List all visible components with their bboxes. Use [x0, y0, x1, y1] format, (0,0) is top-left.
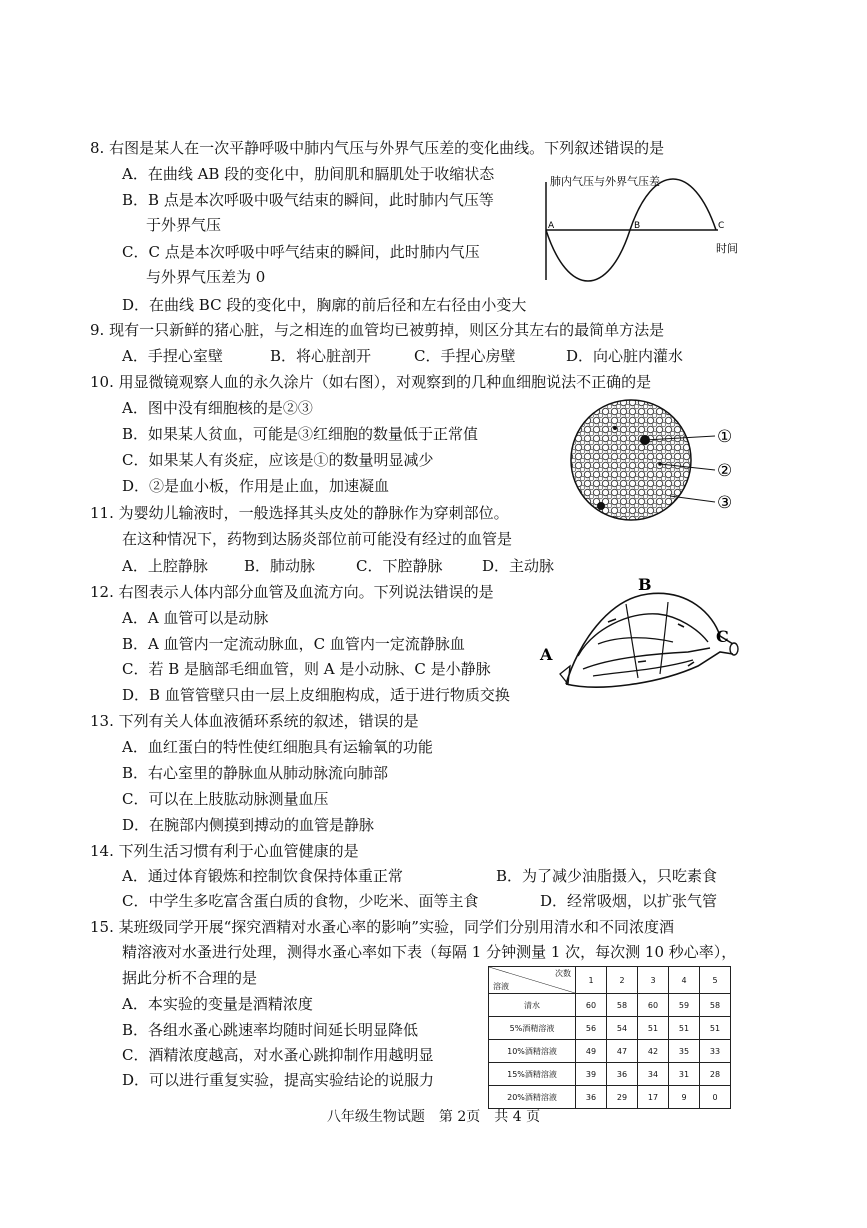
table-row — [489, 1063, 731, 1086]
table-cell: 42 — [638, 1040, 669, 1063]
q13-stem: 13. 下列有关人体血液循环系统的叙述，错误的是 — [90, 712, 419, 730]
table-row — [489, 1017, 731, 1040]
table-cell: 51 — [669, 1017, 700, 1040]
q8-option-c-cont: 与外界气压差为 0 — [146, 268, 266, 286]
table-cell: 47 — [607, 1040, 638, 1063]
q15-option-c: C．酒精浓度越高，对水蚤心跳抑制作用越明显 — [122, 1046, 434, 1064]
q11-option-a: A．上腔静脉 — [122, 557, 208, 575]
q10-blood-smear-figure — [565, 398, 755, 523]
q10-option-a: A．图中没有细胞核的是②③ — [122, 399, 313, 417]
q13-option-c: C．可以在上肢肱动脉测量血压 — [122, 790, 329, 808]
q8-option-b: B．B 点是本次呼吸中吸气结束的瞬间，此时肺内气压等 — [122, 191, 494, 209]
table-cell: 36 — [576, 1086, 607, 1109]
q11-option-c: C．下腔静脉 — [356, 557, 443, 575]
col-header: 2 — [607, 967, 638, 994]
q15-option-a: A．本实验的变量是酒精浓度 — [122, 995, 313, 1013]
col-header: 1 — [576, 967, 607, 994]
table-cell: 29 — [607, 1086, 638, 1109]
q12-label-a: A — [540, 645, 553, 664]
q11-stem: 11. 为婴幼儿输液时，一般选择其头皮处的静脉作为穿刺部位。 — [90, 504, 509, 522]
table-cell: 33 — [700, 1040, 731, 1063]
q10-option-b: B．如果某人贫血，可能是③红细胞的数量低于正常值 — [122, 425, 479, 443]
q10-label-3: ③ — [717, 493, 733, 513]
table-header-corner — [489, 967, 576, 994]
table-cell: 31 — [669, 1063, 700, 1086]
q13-option-b: B．右心室里的静脉血从肺动脉流向肺部 — [122, 764, 389, 782]
table-row — [489, 1040, 731, 1063]
point-c-label: C — [718, 221, 725, 231]
q14-option-c: C．中学生多吃富含蛋白质的食物，少吃米、面等主食 — [122, 892, 479, 910]
row-label: 20%酒精溶液 — [489, 1086, 576, 1109]
table-cell: 28 — [700, 1063, 731, 1086]
q8-option-c: C．C 点是本次呼吸中呼气结束的瞬间，此时肺内气压 — [122, 243, 480, 261]
col-header: 3 — [638, 967, 669, 994]
q8-option-d: D．在曲线 BC 段的变化中，胸廓的前后径和左右径由小变大 — [122, 296, 527, 314]
q11-option-b: B．肺动脉 — [244, 557, 316, 575]
q12-option-d: D．B 血管管壁只由一层上皮细胞构成，适于进行物质交换 — [122, 686, 510, 704]
q8-x-axis-label: 时间 — [716, 242, 738, 255]
table-cell: 58 — [607, 994, 638, 1017]
row-label: 15%酒精溶液 — [489, 1063, 576, 1086]
q12-option-c: C．若 B 是脑部毛细血管，则 A 是小动脉、C 是小静脉 — [122, 660, 491, 678]
row-label: 清水 — [489, 994, 576, 1017]
q10-label-2: ② — [717, 461, 733, 481]
q14-option-d: D．经常吸烟，以扩张气管 — [540, 892, 718, 910]
q8-option-a: A．在曲线 AB 段的变化中，肋间肌和膈肌处于收缩状态 — [122, 165, 495, 183]
q12-blood-vessel-figure — [538, 574, 748, 704]
row-label: 5%酒精溶液 — [489, 1017, 576, 1040]
table-row — [489, 994, 731, 1017]
q9-stem: 9. 现有一只新鲜的猪心脏，与之相连的血管均已被剪掉，则区分其左右的最简单方法是 — [90, 321, 665, 339]
q11-stem-cont: 在这种情况下，药物到达肠炎部位前可能没有经过的血管是 — [122, 530, 513, 548]
table-cell: 58 — [700, 994, 731, 1017]
q8-option-b-cont: 于外界气压 — [146, 216, 222, 234]
table-cell: 39 — [576, 1063, 607, 1086]
q10-option-c: C．如果某人有炎症，应该是①的数量明显减少 — [122, 451, 434, 469]
table-cell: 9 — [669, 1086, 700, 1109]
q8-y-axis-label: 肺内气压与外界气压差 — [550, 175, 660, 188]
header-trials: 次数 — [555, 969, 571, 978]
table-cell: 34 — [638, 1063, 669, 1086]
q15-stem-cont: 精溶液对水蚤进行处理，测得水蚤心率如下表（每隔 1 分钟测量 1 次，每次测 10 秒心率）， — [122, 943, 737, 961]
table-cell: 35 — [669, 1040, 700, 1063]
q9-option-c: C．手捏心房壁 — [414, 347, 516, 365]
table-cell: 36 — [607, 1063, 638, 1086]
q15-option-d: D．可以进行重复实验，提高实验结论的说服力 — [122, 1071, 435, 1089]
q15-stem: 15. 某班级同学开展“探究酒精对水蚤心率的影响”实验，同学们分别用清水和不同浓度酒 — [90, 918, 674, 936]
row-label: 10%酒精溶液 — [489, 1040, 576, 1063]
q14-option-b: B．为了减少油脂摄入，只吃素食 — [496, 867, 718, 885]
q10-label-1: ① — [717, 427, 733, 447]
table-cell: 60 — [576, 994, 607, 1017]
header-solution: 溶液 — [493, 982, 509, 991]
q12-label-c: C — [716, 627, 729, 646]
q12-option-b: B．A 血管内一定流动脉血，C 血管内一定流静脉血 — [122, 635, 465, 653]
table-cell: 0 — [700, 1086, 731, 1109]
q15-heart-rate-table — [488, 966, 731, 1109]
q12-stem: 12. 右图表示人体内部分血管及血流方向。下列说法错误的是 — [90, 583, 494, 601]
q10-option-d: D．②是血小板，作用是止血，加速凝血 — [122, 477, 390, 495]
table-cell: 59 — [669, 994, 700, 1017]
q9-option-b: B．将心脏剖开 — [270, 347, 372, 365]
col-header: 4 — [669, 967, 700, 994]
table-cell: 56 — [576, 1017, 607, 1040]
table-cell: 54 — [607, 1017, 638, 1040]
q11-option-d: D．主动脉 — [482, 557, 555, 575]
table-cell: 60 — [638, 994, 669, 1017]
point-b-label: B — [634, 221, 641, 231]
table-cell: 51 — [700, 1017, 731, 1040]
q9-option-a: A．手捏心室壁 — [122, 347, 223, 365]
point-a-label: A — [548, 221, 555, 231]
page-footer: 八年级生物试题 第 2页 共 4 页 — [326, 1109, 541, 1125]
q13-option-d: D．在腕部内侧摸到搏动的血管是静脉 — [122, 816, 375, 834]
q8-stem: 8. 右图是某人在一次平静呼吸中肺内气压与外界气压差的变化曲线。下列叙述错误的是 — [90, 139, 665, 157]
table-cell: 49 — [576, 1040, 607, 1063]
q15-option-b: B．各组水蚤心跳速率均随时间延长明显降低 — [122, 1021, 419, 1039]
q12-option-a: A．A 血管可以是动脉 — [122, 609, 269, 627]
q8-pressure-curve-figure — [538, 168, 748, 283]
q14-stem: 14. 下列生活习惯有利于心血管健康的是 — [90, 842, 359, 860]
col-header: 5 — [700, 967, 731, 994]
q12-label-b: B — [638, 575, 652, 594]
table-cell: 51 — [638, 1017, 669, 1040]
q15-stem-cont2: 据此分析不合理的是 — [122, 969, 258, 987]
q13-option-a: A．血红蛋白的特性使红细胞具有运输氧的功能 — [122, 738, 433, 756]
q14-option-a: A．通过体育锻炼和控制饮食保持体重正常 — [122, 867, 403, 885]
table-cell: 17 — [638, 1086, 669, 1109]
q9-option-d: D．向心脏内灌水 — [566, 347, 684, 365]
q10-stem: 10. 用显微镜观察人血的永久涂片（如右图），对观察到的几种血细胞说法不正确的是 — [90, 373, 652, 391]
